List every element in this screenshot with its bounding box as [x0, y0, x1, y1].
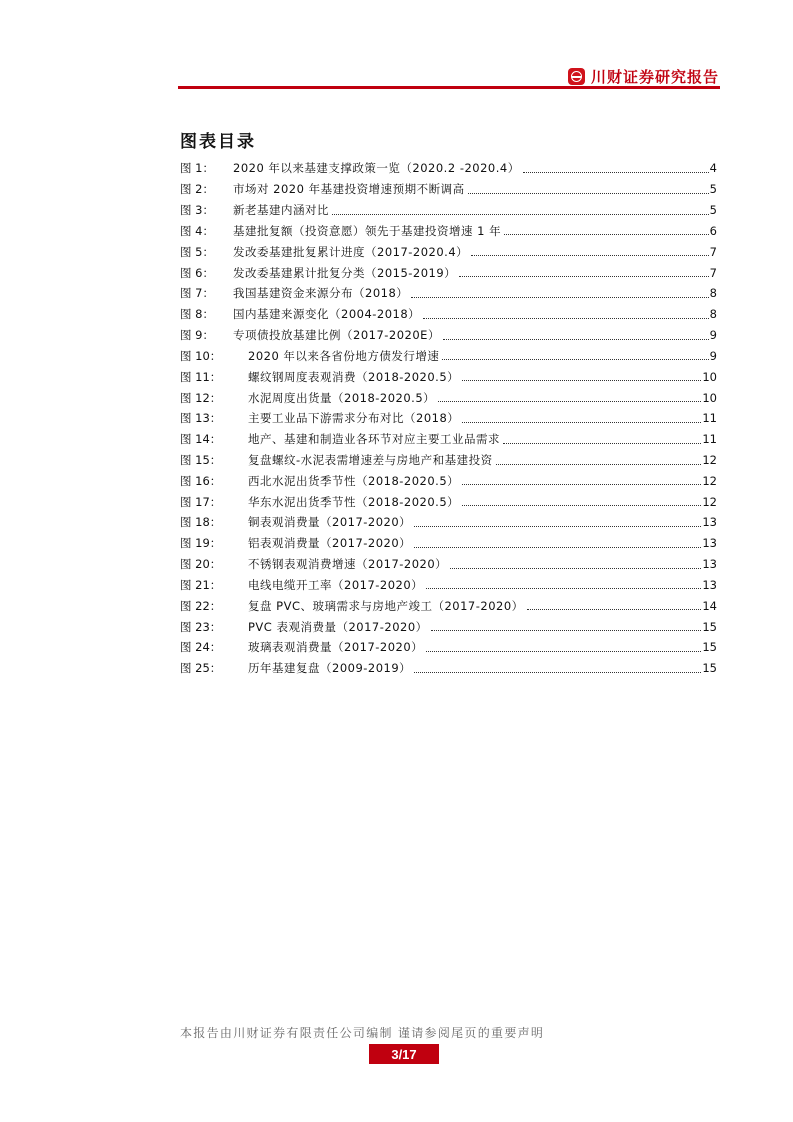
toc-leader — [431, 630, 702, 631]
toc-leader — [426, 651, 701, 652]
toc-entry[interactable] — [180, 512, 717, 533]
toc-title: 西北水泥出货季节性（2018-2020.5） — [248, 473, 460, 488]
toc-entry[interactable] — [180, 304, 717, 325]
header-divider — [178, 86, 720, 89]
toc-title: 不锈钢表观消费增速（2017-2020） — [248, 557, 448, 572]
toc-entry[interactable] — [180, 575, 717, 596]
toc-label: 图 14： — [180, 432, 222, 447]
toc-label: 图 16： — [180, 473, 222, 488]
toc-page: 12 — [702, 453, 717, 467]
chuancai-logo-icon — [568, 68, 585, 85]
page-title: 图表目录 — [180, 132, 256, 152]
page-number: 3/17 — [369, 1044, 439, 1064]
toc-label: 图 13： — [180, 411, 222, 426]
toc-entry[interactable] — [180, 262, 717, 283]
toc-entry[interactable] — [180, 387, 717, 408]
toc-title: 专项债投放基建比例（2017-2020E） — [233, 328, 440, 343]
toc-page: 15 — [702, 661, 717, 676]
toc-entry[interactable] — [180, 283, 717, 304]
toc-title: 主要工业品下游需求分布对比（2018） — [248, 411, 460, 426]
toc-title: 螺纹钢周度表观消费（2018-2020.5） — [248, 369, 460, 384]
toc-leader — [442, 359, 708, 360]
toc-page: 8 — [709, 286, 717, 301]
toc-label: 图 15： — [180, 453, 222, 467]
toc-label: 图 4： — [180, 223, 214, 238]
toc-title: 2020 年以来各省份地方债发行增速 — [248, 348, 440, 363]
toc-page: 6 — [709, 223, 717, 238]
toc-label: 图 5： — [180, 244, 214, 259]
toc-label: 图 23： — [180, 619, 222, 634]
toc-leader — [462, 380, 701, 381]
toc-page: 12 — [702, 494, 717, 509]
toc-entry[interactable] — [180, 533, 717, 554]
toc-label: 图 7： — [180, 286, 214, 301]
toc-title: 新老基建内涵对比 — [233, 203, 329, 218]
toc-leader — [462, 505, 701, 506]
toc-page: 9 — [709, 328, 717, 343]
toc-title: 发改委基建批复累计进度（2017-2020.4） — [233, 244, 469, 259]
toc-title: 铝表观消费量（2017-2020） — [248, 536, 412, 551]
toc-page: 8 — [709, 307, 717, 322]
toc-label: 图 24： — [180, 640, 222, 655]
toc-entry[interactable] — [180, 616, 717, 637]
toc-title: 地产、基建和制造业各环节对应主要工业品需求 — [248, 432, 500, 447]
toc-page: 14 — [702, 598, 717, 613]
toc-entry[interactable] — [180, 429, 717, 450]
toc-page: 13 — [702, 536, 717, 551]
toc-leader — [414, 547, 701, 548]
toc-leader — [426, 588, 701, 589]
toc-leader — [462, 422, 701, 423]
toc-label: 图 8： — [180, 307, 214, 322]
toc-leader — [471, 255, 709, 256]
toc-leader — [411, 297, 708, 298]
table-of-figures — [180, 158, 717, 679]
toc-entry[interactable] — [180, 470, 717, 491]
toc-leader — [423, 318, 708, 319]
toc-leader — [332, 214, 709, 215]
toc-label: 图 6： — [180, 265, 214, 280]
toc-page: 5 — [709, 203, 717, 218]
toc-entry[interactable] — [180, 220, 717, 241]
toc-leader — [443, 339, 709, 340]
toc-page: 5 — [709, 182, 717, 197]
toc-page: 15 — [702, 619, 717, 634]
toc-leader — [527, 609, 702, 610]
toc-page: 7 — [709, 244, 717, 259]
toc-title: 历年基建复盘（2009-2019） — [248, 661, 412, 676]
toc-label: 图 12： — [180, 390, 222, 405]
toc-label: 图 2： — [180, 182, 214, 197]
toc-title: PVC 表观消费量（2017-2020） — [248, 619, 428, 634]
toc-page: 11 — [702, 411, 717, 426]
toc-title: 基建批复额（投资意愿）领先于基建投资增速 1 年 — [233, 223, 502, 238]
toc-entry[interactable] — [180, 595, 717, 616]
toc-label: 图 22： — [180, 598, 222, 613]
toc-title: 复盘螺纹-水泥表需增速差与房地产和基建投资 — [248, 453, 493, 467]
toc-entry[interactable] — [180, 408, 717, 429]
toc-leader — [496, 464, 702, 465]
toc-title: 市场对 2020 年基建投资增速预期不断调高 — [233, 182, 465, 197]
toc-label: 图 25： — [180, 661, 222, 676]
toc-title: 复盘 PVC、玻璃需求与房地产竣工（2017-2020） — [248, 598, 524, 613]
toc-title: 玻璃表观消费量（2017-2020） — [248, 640, 424, 655]
toc-entry[interactable] — [180, 491, 717, 512]
toc-page: 4 — [709, 161, 717, 176]
toc-entry[interactable] — [180, 450, 717, 471]
toc-label: 图 20： — [180, 557, 222, 572]
toc-entry[interactable] — [180, 637, 717, 658]
toc-leader — [450, 568, 701, 569]
toc-title: 华东水泥出货季节性（2018-2020.5） — [248, 494, 460, 509]
toc-page: 12 — [702, 473, 717, 488]
toc-entry[interactable] — [180, 345, 717, 366]
toc-leader — [462, 484, 701, 485]
toc-leader — [414, 672, 701, 673]
toc-page: 7 — [709, 265, 717, 280]
toc-leader — [523, 172, 709, 173]
toc-page: 13 — [702, 515, 717, 530]
toc-title: 2020 年以来基建支撑政策一览（2020.2 -2020.4） — [233, 161, 520, 176]
footer-disclaimer: 本报告由川财证券有限责任公司编制 谨请参阅尾页的重要声明 — [180, 1026, 545, 1040]
toc-title: 我国基建资金来源分布（2018） — [233, 286, 409, 301]
toc-leader — [503, 443, 701, 444]
toc-page: 13 — [702, 557, 717, 572]
toc-leader — [459, 276, 708, 277]
header-brand — [568, 66, 719, 87]
toc-page: 15 — [702, 640, 717, 655]
toc-leader — [438, 401, 701, 402]
toc-entry[interactable] — [180, 554, 717, 575]
toc-label: 图 21： — [180, 577, 222, 592]
toc-title: 电线电缆开工率（2017-2020） — [248, 577, 424, 592]
toc-leader — [504, 234, 709, 235]
toc-label: 图 9： — [180, 328, 214, 343]
toc-entry[interactable] — [180, 325, 717, 346]
toc-entry[interactable] — [180, 200, 717, 221]
toc-entry[interactable] — [180, 658, 717, 679]
toc-page: 11 — [702, 432, 717, 447]
toc-label: 图 11： — [180, 369, 222, 384]
toc-entry[interactable] — [180, 366, 717, 387]
toc-leader — [468, 193, 709, 194]
toc-page: 10 — [702, 369, 717, 384]
toc-label: 图 3： — [180, 203, 214, 218]
toc-page: 13 — [702, 577, 717, 592]
toc-page: 9 — [709, 348, 717, 363]
toc-label: 图 19： — [180, 536, 222, 551]
toc-page: 10 — [702, 390, 717, 405]
toc-label: 图 1： — [180, 161, 214, 176]
toc-label: 图 18： — [180, 515, 222, 530]
toc-entry[interactable] — [180, 179, 717, 200]
toc-title: 国内基建来源变化（2004-2018） — [233, 307, 421, 322]
toc-label: 图 17： — [180, 494, 222, 509]
toc-leader — [414, 526, 701, 527]
toc-entry[interactable] — [180, 241, 717, 262]
brand-name: 川财证券研究报告 — [590, 68, 719, 86]
toc-entry[interactable] — [180, 158, 717, 179]
toc-title: 发改委基建累计批复分类（2015-2019） — [233, 265, 457, 280]
toc-title: 水泥周度出货量（2018-2020.5） — [248, 390, 436, 405]
toc-title: 铜表观消费量（2017-2020） — [248, 515, 412, 530]
toc-label: 图 10： — [180, 348, 222, 363]
